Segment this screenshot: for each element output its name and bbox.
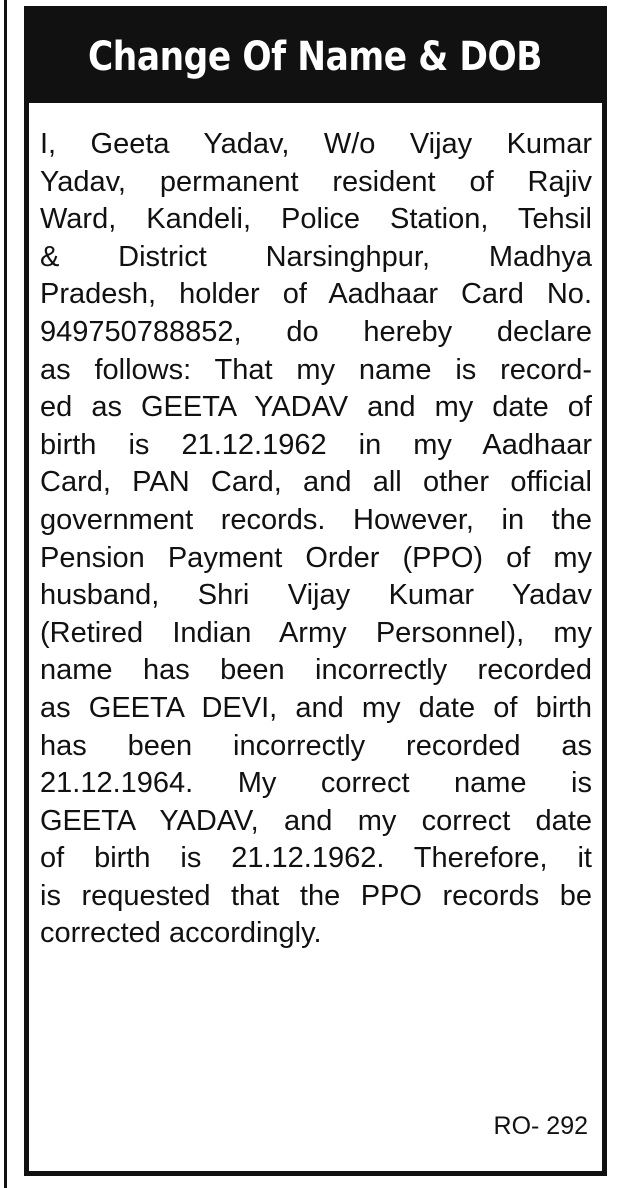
notice-line: of birth is 21.12.1962. Therefore, it — [40, 842, 592, 875]
notice-heading-bar — [29, 11, 602, 103]
notice-line: corrected accordingly. — [40, 917, 322, 950]
notice-line: I, Geeta Yadav, W/o Vijay Kumar — [40, 128, 592, 160]
notice-line: Ward, Kandeli, Police Station, Tehsil — [40, 203, 592, 236]
notice-line: is requested that the PPO records be — [40, 879, 592, 912]
notice-line: as GEETA DEVI, and my date of birth — [40, 691, 592, 724]
column-rule — [4, 0, 7, 1188]
notice-line: GEETA YADAV, and my correct date — [40, 804, 592, 837]
notice-line: has been incorrectly recorded as — [40, 729, 592, 762]
notice-line: 21.12.1964. My correct name is — [40, 767, 592, 800]
change-of-name-notice — [24, 6, 607, 1176]
notice-line: name has been incorrectly recorded — [40, 654, 592, 687]
notice-line: government records. However, in the — [40, 503, 592, 536]
notice-line: (Retired Indian Army Personnel), my — [40, 616, 592, 649]
notice-line: husband, Shri Vijay Kumar Yadav — [40, 579, 592, 612]
notice-line: Pradesh, holder of Aadhaar Card No. — [40, 278, 592, 311]
notice-line: ed as GEETA YADAV and my date of — [40, 391, 592, 424]
notice-body — [40, 126, 592, 953]
notice-line: Yadav, permanent resident of Rajiv — [40, 165, 592, 198]
notice-line: & District Narsinghpur, Madhya — [40, 240, 592, 273]
notice-title: Change Of Name & DOB — [88, 34, 543, 80]
notice-line: birth is 21.12.1962 in my Aadhaar — [40, 428, 592, 461]
notice-line: as follows: That my name is record- — [40, 353, 592, 386]
notice-line: Card, PAN Card, and all other official — [40, 466, 592, 499]
reference-code: RO- 292 — [493, 1112, 588, 1140]
notice-line: 949750788852, do hereby declare — [40, 315, 592, 348]
notice-line: Pension Payment Order (PPO) of my — [40, 541, 592, 574]
